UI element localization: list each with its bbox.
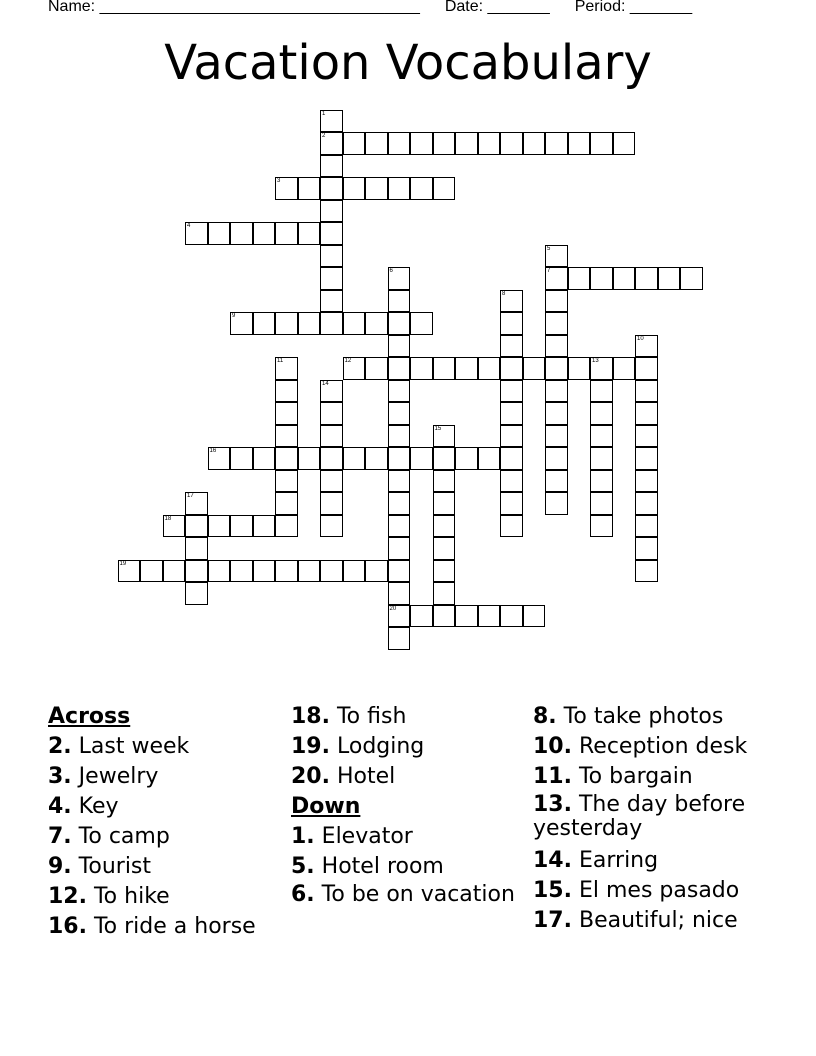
grid-cell[interactable] [455,605,478,628]
grid-cell[interactable] [388,132,411,155]
clue-item-text: To be on vacation [321,882,515,907]
grid-cell[interactable] [388,515,411,538]
grid-cell[interactable] [253,447,276,470]
grid-cell[interactable] [545,267,568,290]
grid-cell[interactable] [590,132,613,155]
clue-item [291,762,527,792]
period-field[interactable]: Period: _______ [574,0,693,15]
grid-cell[interactable] [590,380,613,403]
clue-number: 17 [187,493,194,499]
grid-cell[interactable] [320,470,343,493]
clue-number: 14 [322,380,329,387]
clue-number: 2 [322,133,326,139]
clue-item-text: Last week [78,734,190,759]
grid-cell[interactable] [320,515,343,538]
clue-item-number: 5. [291,854,315,879]
grid-cell[interactable] [365,312,388,335]
grid-cell[interactable] [433,492,456,515]
clue-item-number: 14. [533,848,572,873]
clue-number: 18 [164,515,172,522]
grid-cell[interactable] [635,447,658,470]
grid-cell[interactable] [388,605,411,628]
grid-cell[interactable] [545,312,568,335]
grid-cell[interactable] [455,447,478,470]
grid-cell[interactable] [545,357,568,380]
clue-item-text: Lodging [336,734,425,759]
grid-cell[interactable] [433,605,456,628]
name-field[interactable]: Name: ____________________________________ [48,0,420,15]
clue-item [48,792,284,822]
clue-number: 20 [389,605,397,612]
grid-cell[interactable] [590,425,613,448]
grid-cell[interactable] [185,537,208,560]
grid-cell[interactable] [590,447,613,470]
clue-item-text: Key [78,794,119,819]
grid-cell[interactable] [478,605,501,628]
clue-item-number: 10. [533,734,572,759]
clue-number: 19 [119,560,127,567]
clue-item-number: 18. [291,704,330,729]
grid-cell[interactable] [635,470,658,493]
clue-item-text: To hike [93,884,170,909]
clue-item-text: Beautiful; nice [578,908,738,933]
grid-cell[interactable] [388,267,411,290]
grid-cell[interactable] [523,605,546,628]
clue-column-1 [48,702,284,942]
clue-column-2 [291,702,527,912]
clue-number: 5 [547,245,551,252]
clue-number: 8 [502,290,506,297]
grid-cell[interactable] [298,447,321,470]
grid-cell[interactable] [388,470,411,493]
grid-cell[interactable] [208,447,231,470]
clue-item [291,883,527,907]
grid-cell[interactable] [433,425,456,448]
clue-item-number: 11. [533,764,572,789]
clue-item [533,762,773,792]
grid-cell[interactable] [343,312,366,335]
grid-cell[interactable] [208,222,231,245]
grid-cell[interactable] [433,560,456,583]
grid-cell[interactable] [635,380,658,403]
grid-cell[interactable] [545,470,568,493]
clue-item-text: The day before yesterday [533,792,746,841]
grid-cell[interactable] [343,560,366,583]
clue-item-text: Hotel room [321,854,444,879]
grid-cell[interactable] [410,357,433,380]
grid-cell[interactable] [185,492,208,515]
clue-item [291,852,527,882]
grid-cell[interactable] [523,132,546,155]
grid-cell[interactable] [343,357,366,380]
grid-cell[interactable] [500,402,523,425]
grid-cell[interactable] [275,515,298,538]
grid-cell[interactable] [388,447,411,470]
grid-cell[interactable] [635,492,658,515]
clue-number: 12 [344,358,352,364]
clue-item-number: 17. [533,908,572,933]
grid-cell[interactable] [298,560,321,583]
clue-item [533,906,773,936]
clue-item-text: El mes pasado [578,878,740,903]
grid-cell[interactable] [275,425,298,448]
grid-cell[interactable] [388,402,411,425]
grid-cell[interactable] [275,447,298,470]
clue-number: 15 [434,425,442,432]
grid-cell[interactable] [500,312,523,335]
grid-cell[interactable] [140,560,163,583]
clue-item [291,732,527,762]
grid-cell[interactable] [275,222,298,245]
grid-cell[interactable] [545,402,568,425]
clue-item-number: 8. [533,704,557,729]
clue-item [533,702,773,732]
grid-cell[interactable] [433,515,456,538]
grid-cell[interactable] [635,402,658,425]
grid-cell[interactable] [410,177,433,200]
grid-cell[interactable] [275,470,298,493]
grid-cell[interactable] [320,177,343,200]
grid-cell[interactable] [388,627,411,650]
grid-cell[interactable] [410,605,433,628]
clue-item-text: To bargain [578,764,693,789]
grid-cell[interactable] [343,447,366,470]
grid-cell[interactable] [320,560,343,583]
grid-cell[interactable] [500,447,523,470]
clue-number: 7 [547,268,551,274]
grid-cell[interactable] [410,447,433,470]
clue-item-text: To take photos [563,704,724,729]
grid-cell[interactable] [545,245,568,268]
clue-item-number: 13. [533,792,572,817]
clue-item-text: Earring [578,848,659,873]
grid-cell[interactable] [545,335,568,358]
grid-cell[interactable] [568,357,591,380]
student-info-line [48,0,692,16]
clue-item [48,852,284,882]
grid-cell[interactable] [590,492,613,515]
grid-cell[interactable] [478,447,501,470]
grid-cell[interactable] [185,222,208,245]
grid-cell[interactable] [433,177,456,200]
grid-cell[interactable] [230,312,253,335]
grid-cell[interactable] [388,582,411,605]
clue-item-number: 16. [48,914,87,939]
grid-cell[interactable] [230,447,253,470]
grid-cell[interactable] [163,560,186,583]
grid-cell[interactable] [388,312,411,335]
grid-cell[interactable] [500,380,523,403]
clue-item [48,912,284,942]
clue-number: 4 [187,223,191,229]
grid-cell[interactable] [500,290,523,313]
grid-cell[interactable] [433,357,456,380]
grid-cell[interactable] [365,132,388,155]
across-heading: Across [48,704,131,729]
grid-cell[interactable] [455,357,478,380]
grid-cell[interactable] [590,470,613,493]
grid-cell[interactable] [320,380,343,403]
clue-item [533,876,773,906]
grid-cell[interactable] [320,290,343,313]
clue-item [48,882,284,912]
grid-cell[interactable] [590,515,613,538]
grid-cell[interactable] [500,335,523,358]
grid-cell[interactable] [320,425,343,448]
grid-cell[interactable] [230,560,253,583]
grid-cell[interactable] [433,537,456,560]
grid-cell[interactable] [298,177,321,200]
grid-cell[interactable] [658,267,681,290]
clue-item [291,702,527,732]
grid-cell[interactable] [590,267,613,290]
clue-number: 9 [232,313,236,319]
grid-cell[interactable] [185,560,208,583]
grid-cell[interactable] [388,335,411,358]
clue-item-text: To camp [78,824,170,849]
grid-cell[interactable] [500,470,523,493]
clue-item [533,732,773,762]
clue-item-number: 4. [48,794,72,819]
grid-cell[interactable] [320,200,343,223]
grid-cell[interactable] [388,425,411,448]
grid-cell[interactable] [635,335,658,358]
grid-cell[interactable] [118,560,141,583]
clue-column-3 [533,702,773,936]
grid-cell[interactable] [545,492,568,515]
clue-item-number: 3. [48,764,72,789]
clue-item-number: 9. [48,854,72,879]
grid-cell[interactable] [545,290,568,313]
grid-cell[interactable] [275,380,298,403]
grid-cell[interactable] [185,515,208,538]
grid-cell[interactable] [590,402,613,425]
grid-cell[interactable] [298,312,321,335]
grid-cell[interactable] [365,357,388,380]
grid-cell[interactable] [365,177,388,200]
clue-item-text: Reception desk [578,734,748,759]
grid-cell[interactable] [320,245,343,268]
grid-cell[interactable] [590,357,613,380]
grid-cell[interactable] [613,267,636,290]
grid-cell[interactable] [275,312,298,335]
clue-number: 3 [277,178,281,184]
grid-cell[interactable] [365,560,388,583]
clue-number: 1 [322,110,326,117]
grid-cell[interactable] [275,177,298,200]
grid-cell[interactable] [433,582,456,605]
grid-cell[interactable] [230,222,253,245]
grid-cell[interactable] [343,132,366,155]
grid-cell[interactable] [275,402,298,425]
grid-cell[interactable] [320,222,343,245]
clue-item [533,846,773,876]
clue-item [48,732,284,762]
grid-cell[interactable] [275,357,298,380]
clue-item-text: Hotel [336,764,396,789]
grid-cell[interactable] [410,132,433,155]
grid-cell[interactable] [545,425,568,448]
grid-cell[interactable] [568,132,591,155]
grid-cell[interactable] [365,447,388,470]
grid-cell[interactable] [635,560,658,583]
clue-number: 10 [637,335,644,342]
grid-cell[interactable] [545,132,568,155]
clue-number: 13 [592,358,599,364]
grid-cell[interactable] [253,560,276,583]
grid-cell[interactable] [320,492,343,515]
clue-item-number: 2. [48,734,72,759]
grid-cell[interactable] [478,132,501,155]
grid-cell[interactable] [320,110,343,133]
grid-cell[interactable] [613,357,636,380]
grid-cell[interactable] [500,132,523,155]
grid-cell[interactable] [320,155,343,178]
clue-item-text: To fish [336,704,407,729]
grid-cell[interactable] [388,492,411,515]
grid-cell[interactable] [208,515,231,538]
grid-cell[interactable] [635,425,658,448]
clue-item-number: 12. [48,884,87,909]
grid-cell[interactable] [388,290,411,313]
grid-cell[interactable] [253,312,276,335]
grid-cell[interactable] [680,267,703,290]
grid-cell[interactable] [500,425,523,448]
grid-cell[interactable] [410,312,433,335]
grid-cell[interactable] [253,515,276,538]
grid-cell[interactable] [185,582,208,605]
grid-cell[interactable] [230,515,253,538]
grid-cell[interactable] [388,537,411,560]
grid-cell[interactable] [500,515,523,538]
grid-cell[interactable] [433,447,456,470]
clue-number: 16 [209,448,217,454]
clue-item-number: 1. [291,824,315,849]
grid-cell[interactable] [568,267,591,290]
clue-item-number: 15. [533,878,572,903]
grid-cell[interactable] [545,447,568,470]
grid-cell[interactable] [253,222,276,245]
clue-item-number: 6. [291,882,315,907]
grid-cell[interactable] [500,605,523,628]
clue-item-text: Elevator [321,824,413,849]
grid-cell[interactable] [478,357,501,380]
grid-cell[interactable] [343,177,366,200]
grid-cell[interactable] [320,132,343,155]
clue-item-number: 19. [291,734,330,759]
grid-cell[interactable] [275,560,298,583]
grid-cell[interactable] [208,560,231,583]
grid-cell[interactable] [635,267,658,290]
clue-item [48,762,284,792]
page-title: Vacation Vocabulary [164,35,652,91]
grid-cell[interactable] [523,357,546,380]
grid-cell[interactable] [320,267,343,290]
grid-cell[interactable] [298,222,321,245]
clue-item-number: 20. [291,764,330,789]
grid-cell[interactable] [275,492,298,515]
grid-cell[interactable] [635,357,658,380]
grid-cell[interactable] [500,357,523,380]
grid-cell[interactable] [433,132,456,155]
clue-item-text: Tourist [78,854,152,879]
grid-cell[interactable] [320,402,343,425]
grid-cell[interactable] [388,177,411,200]
down-heading: Down [291,794,361,819]
clue-number: 11 [277,358,284,364]
clue-item-text: To ride a horse [93,914,256,939]
grid-cell[interactable] [635,515,658,538]
clue-item-number: 7. [48,824,72,849]
clue-item-text: Jewelry [78,764,159,789]
grid-cell[interactable] [388,560,411,583]
grid-cell[interactable] [388,380,411,403]
clue-number: 6 [389,268,393,274]
grid-cell[interactable] [455,132,478,155]
date-field[interactable]: Date: _______ [444,0,550,15]
grid-cell[interactable] [388,357,411,380]
clue-item [48,822,284,852]
grid-cell[interactable] [163,515,186,538]
grid-cell[interactable] [635,537,658,560]
grid-cell[interactable] [613,132,636,155]
grid-cell[interactable] [500,492,523,515]
grid-cell[interactable] [433,470,456,493]
clue-item [291,822,527,852]
grid-cell[interactable] [545,380,568,403]
grid-cell[interactable] [320,447,343,470]
grid-cell[interactable] [320,312,343,335]
clue-item [533,793,773,841]
